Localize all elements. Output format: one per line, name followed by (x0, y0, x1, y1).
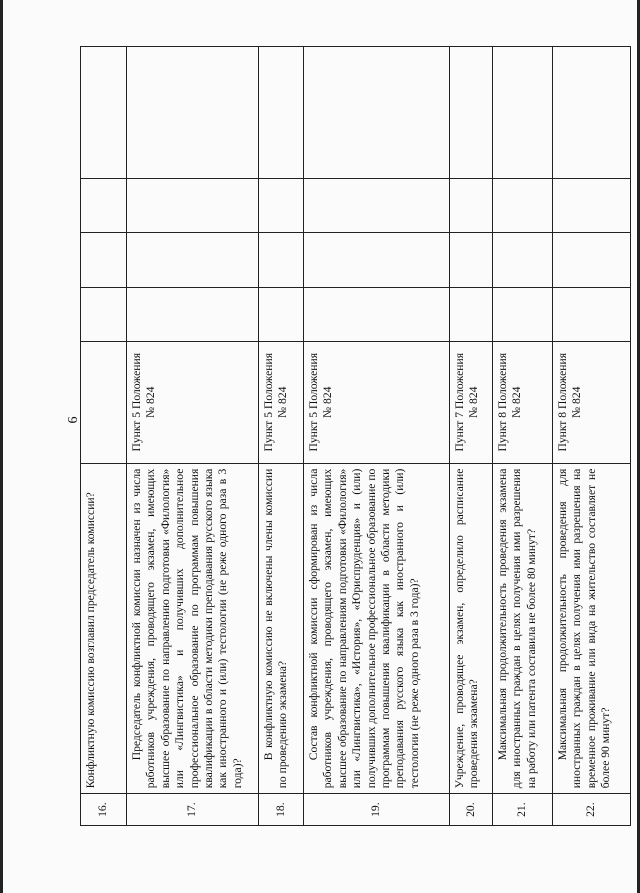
table-row (127, 47, 259, 826)
answer-cell-yes (81, 287, 127, 341)
answer-cell-na (553, 179, 631, 233)
legal-reference: Пункт 5 Положения № 824 (127, 341, 259, 463)
question-text: Максимальная продолжительность проведения экзамена для иностранных граждан в целях получения ими разрешения на работу или патента составила не более 80 минут? (493, 463, 553, 794)
answer-cell-no (259, 233, 304, 287)
legal-reference: Пункт 8 Положения № 824 (493, 341, 553, 463)
question-text: Председатель конфликтной комиссии назначен из числа работников учреждения, проводящего экзамен, имеющих высшее образование по направлению подготовки «Филология» или «Лингвистика» и получивших дополнительное профессиональное образование по программам повышения квалификации в области методики преподавания русского языка как иностранного и (или) тестологии (не реже одного раза в 3 года)? (127, 463, 259, 794)
row-number: 16. (81, 794, 127, 826)
legal-reference: Пункт 7 Положения № 824 (450, 341, 493, 463)
question-text: Максимальная продолжительность проведения для иностранных граждан в целях получения ими разрешения на временное проживание или вида на жительство составляет не более 90 минут? (553, 463, 631, 794)
answer-cell-no (81, 233, 127, 287)
answer-cell-na (81, 179, 127, 233)
note-cell (493, 47, 553, 179)
row-number: 17. (127, 794, 259, 826)
answer-cell-yes (553, 287, 631, 341)
note-cell (553, 47, 631, 179)
legal-reference (81, 341, 127, 463)
answer-cell-yes (304, 287, 450, 341)
answer-cell-na (259, 179, 304, 233)
answer-cell-no (127, 233, 259, 287)
answer-cell-na (493, 179, 553, 233)
table-row (553, 47, 631, 826)
page-number: 6 (66, 416, 81, 424)
table-row (259, 47, 304, 826)
legal-reference: Пункт 5 Положения № 824 (259, 341, 304, 463)
answer-cell-na (127, 179, 259, 233)
question-text: Учреждение, проводящее экзамен, определило расписание проведения экзамена? (450, 463, 493, 794)
checklist-table (80, 46, 631, 826)
legal-reference: Пункт 8 Положения № 824 (553, 341, 631, 463)
note-cell (259, 47, 304, 179)
note-cell (81, 47, 127, 179)
answer-cell-yes (450, 287, 493, 341)
answer-cell-no (493, 233, 553, 287)
answer-cell-yes (127, 287, 259, 341)
table-row (450, 47, 493, 826)
row-number: 19. (304, 794, 450, 826)
answer-cell-no (553, 233, 631, 287)
answer-cell-na (450, 179, 493, 233)
rotated-sheet (80, 46, 630, 826)
row-number: 18. (259, 794, 304, 826)
answer-cell-no (304, 233, 450, 287)
table-row (304, 47, 450, 826)
scan-edge-left (0, 0, 3, 893)
row-number: 20. (450, 794, 493, 826)
note-cell (450, 47, 493, 179)
question-text: В конфликтную комиссию не включены члены комиссии по проведению экзамена? (259, 463, 304, 794)
answer-cell-no (450, 233, 493, 287)
question-text: Состав конфликтной комиссии сформирован из числа работников учреждения, проводящего экзамен, имеющих высшее образование по направлениям подготовки «Филология» или «Лингвистика», «История», «Юриспруденция» и (или) получивших дополнительное профессиональное образование по программам повышения квалификации в области методики преподавания русского языка как иностранного и (или) тестологии (не реже одного раза в 3 года)? (304, 463, 450, 794)
table-row (493, 47, 553, 826)
note-cell (127, 47, 259, 179)
row-number: 22. (553, 794, 631, 826)
table-row (81, 47, 127, 826)
answer-cell-yes (493, 287, 553, 341)
question-text: Конфликтную комиссию возглавил председатель комиссии? (81, 463, 127, 794)
legal-reference: Пункт 5 Положения № 824 (304, 341, 450, 463)
note-cell (304, 47, 450, 179)
answer-cell-yes (259, 287, 304, 341)
row-number: 21. (493, 794, 553, 826)
answer-cell-na (304, 179, 450, 233)
